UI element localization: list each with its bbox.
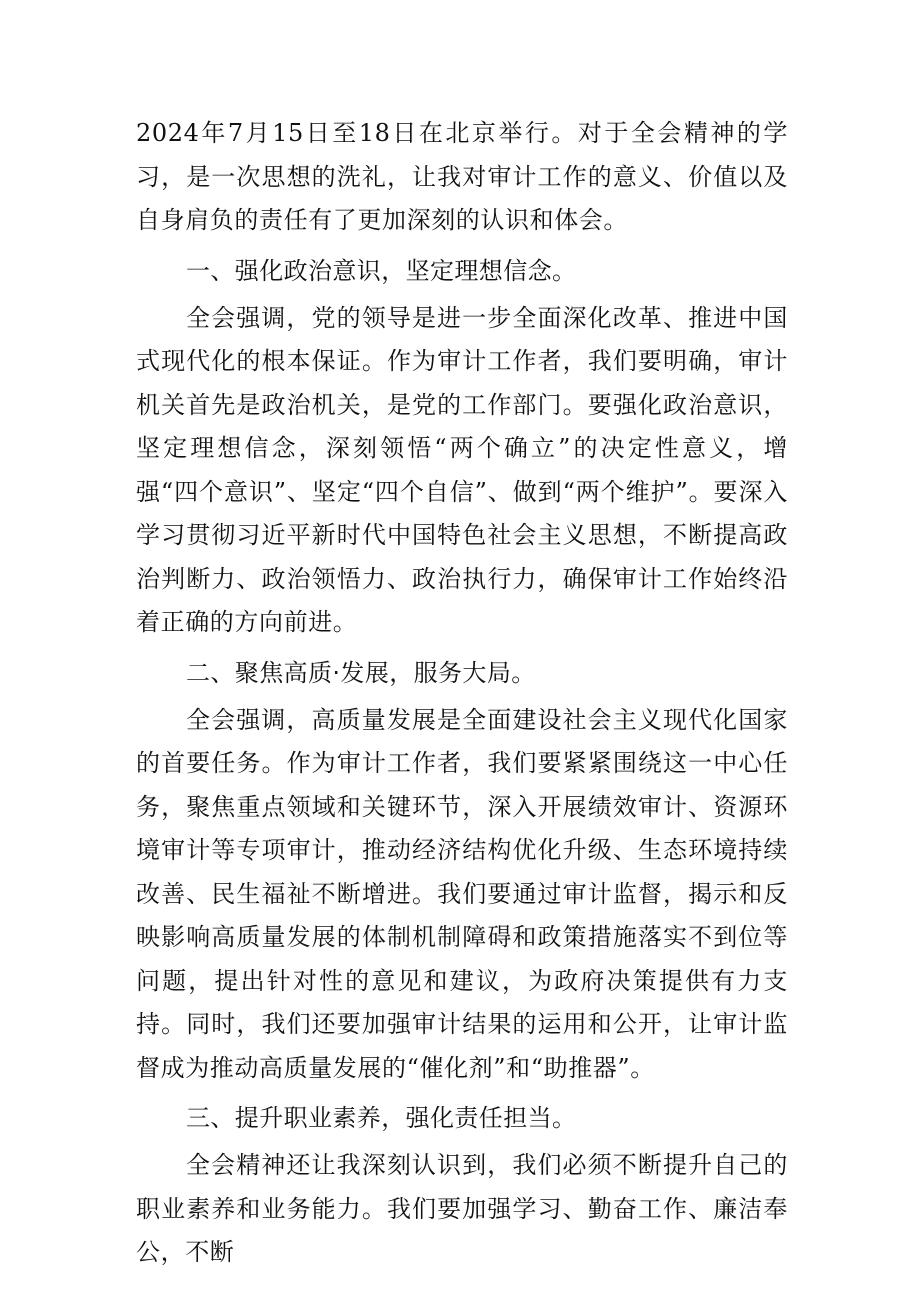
paragraph-section-2: 全会强调，高质量发展是全面建设社会主义现代化国家的首要任务。作为审计工作者，我们要紧紧围绕这一中心任务，聚焦重点领域和关键环节，深入开展绩效审计、资源环境审计等专项审计，推动经济结构优化升级、生态环境持续改善、民生福祉不断增进。我们要通过审计监督，揭示和反映影响高质量发展的体制机制障碍和政策措施落实不到位等问题，提出针对性的意见和建议，为政府决策提供有力支持。同时，我们还要加强审计结果的运用和公开，让审计监督成为推动高质量发展的“催化剂”和“助推器”。 bbox=[136, 705, 788, 1082]
paragraph-section-3: 全会精神还让我深刻认识到，我们必须不断提升自己的职业素养和业务能力。我们要加强学习、勤奋工作、廉洁奉公，不断 bbox=[136, 1151, 788, 1266]
section-heading-2: 二、聚焦高质·发展，服务大局。 bbox=[186, 658, 536, 687]
section-heading-1: 一、强化政治意识，坚定理想信念。 bbox=[186, 256, 577, 285]
paragraph-intro: 2024年7月15日至18日在北京举行。对于全会精神的学习，是一次思想的洗礼，让我对审计工作的意义、价值以及自身肩负的责任有了更加深刻的认识和体会。 bbox=[136, 119, 788, 234]
document-body bbox=[136, 112, 788, 1275]
paragraph-section-1: 全会强调，党的领导是进一步全面深化改革、推进中国式现代化的根本保证。作为审计工作者，我们要明确，审计机关首先是政治机关，是党的工作部门。要强化政治意识，坚定理想信念，深刻领悟“两个确立”的决定性意义，增强“四个意识”、坚定“四个自信”、做到“两个维护”。要深入学习贯彻习近平新时代中国特色社会主义思想，不断提高政治判断力、政治领悟力、政治执行力，确保审计工作始终沿着正确的方向前进。 bbox=[136, 303, 788, 636]
section-heading-3: 三、提升职业素养，强化责任担当。 bbox=[186, 1104, 577, 1132]
